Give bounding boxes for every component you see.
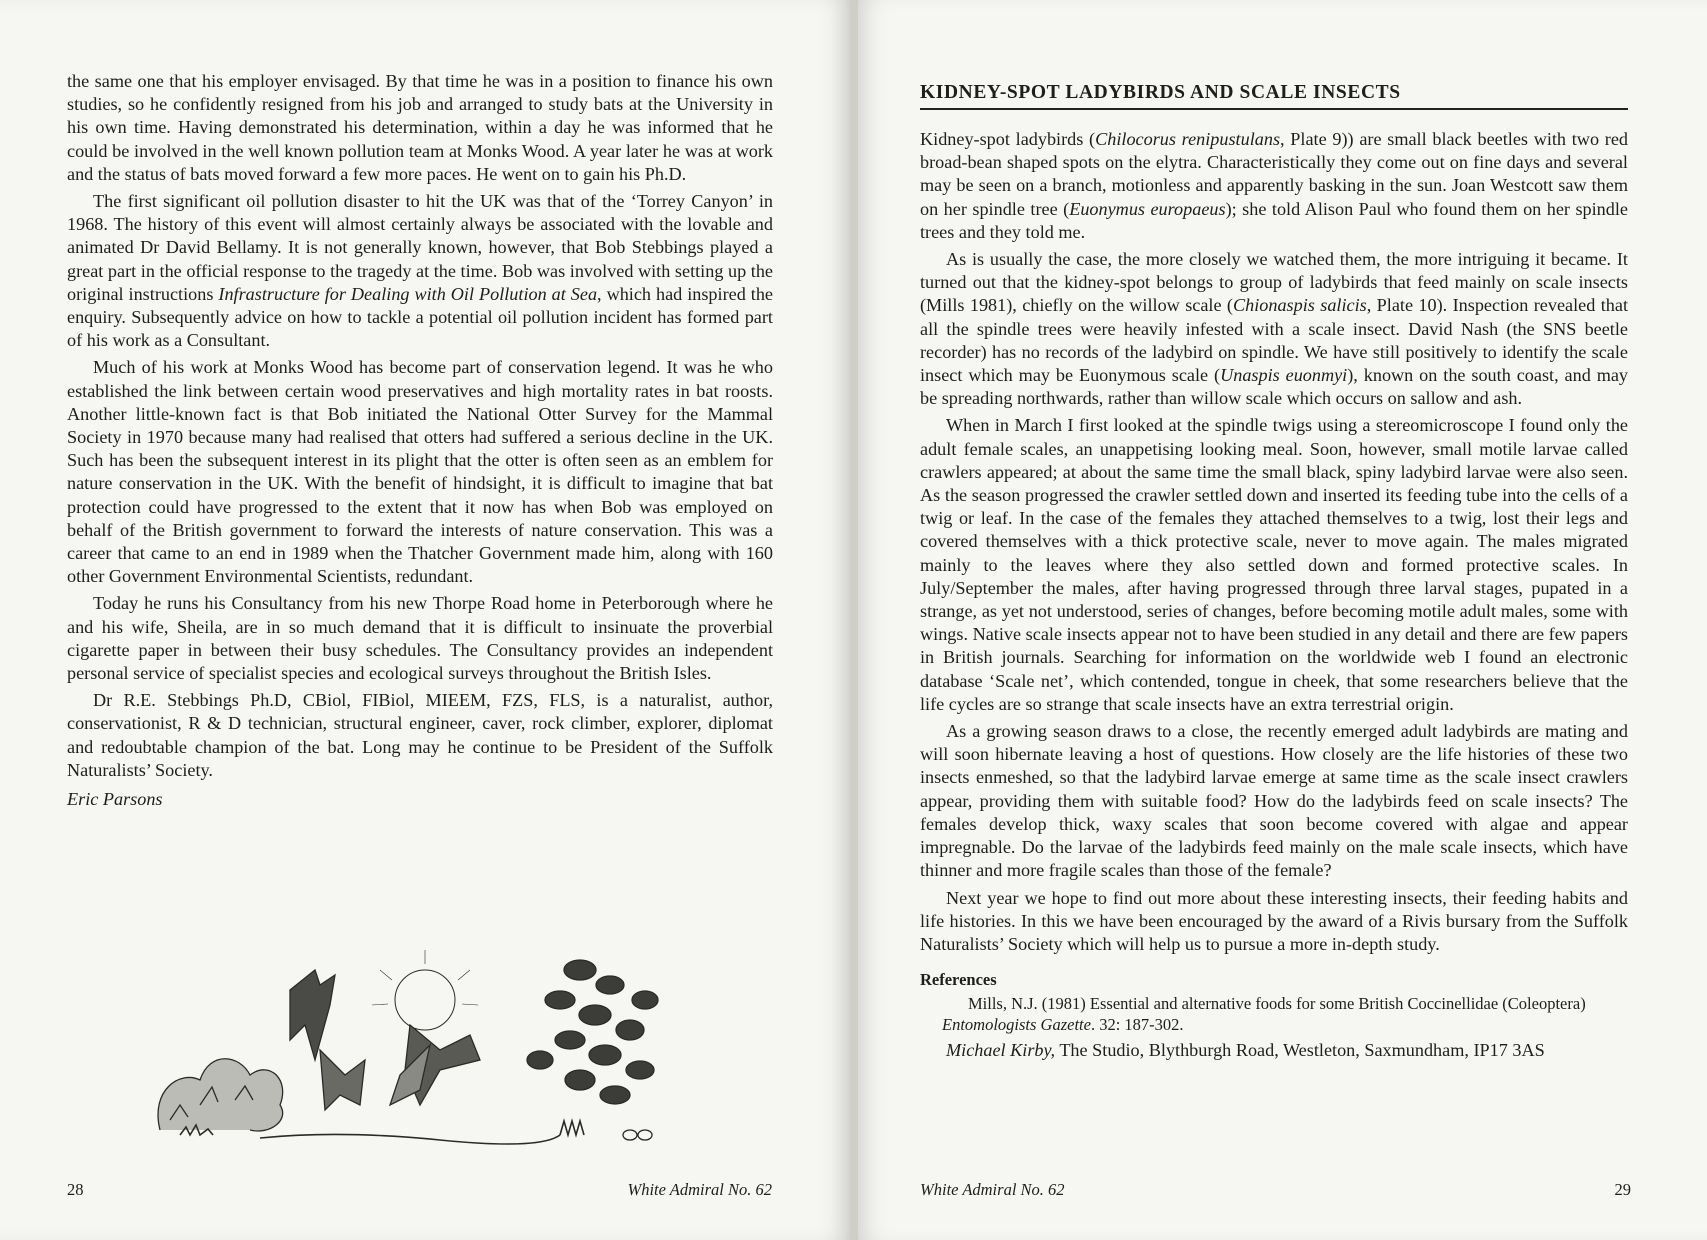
paragraph: Next year we hope to find out more about these interesting insects, their feeding habits and life histories. In this we have been encouraged by the award of a Rivis bursary from the Suffolk Naturalists’ Society which will help us to pursue a more in-depth study. [920,887,1628,954]
paragraph: The first significant oil pollution disaster to hit the UK was that of the ‘Torrey Canyon’ in 1968. The history of this event will almost certainly always be associated with the lovable and animated Dr David Bellamy. It is not generally known, however, that Bob Stebbings played a great part in the official response to the tragedy at the time. Bob was involved with setting up the original instructions Infrastructure for Dealing with Oil Pollution at Sea, which had inspired the enquiry. Subsequently advice on how to tackle a potential oil pollution incident has formed part of his work as a Consultant. [67,191,773,351]
paragraph: the same one that his employer envisaged. By that time he was in a position to finance his own studies, so he confidently resigned from his job and arranged to study bats at the University in his own time. Having demonstrated his determination, within a day he was informed that he could be involved in the well known pollution team at Monks Wood. A year later he was at work and the status of bats moved forward a few more paces. He went on to gain his Ph.D. [67,71,773,184]
left-page [0,0,850,1240]
reference-entry: Mills, N.J. (1981) Essential and alternative foods for some British Coccinellidae (Coleoptera) Entomologists Gazette. 32: 187-302. [942,994,1586,1035]
paragraph: Much of his work at Monks Wood has become part of conservation legend. It was he who established the link between certain wood preservatives and high mortality rates in bat roosts. Another little-known fact is that Bob initiated the National Otter Survey for the Mammal Society in 1970 because many had realised that otters had suffered a serious decline in the UK. Such has been the subsequent interest in its plight that the otter is often seen as an emblem for nature conservation in the UK. With the benefit of hindsight, it is difficult to imagine that bat protection could have progressed to the extent that it now has when Bob was employed on behalf of the British government to forward the interests of nature conservation. This was a career that came to an end in 1989 when the Thatcher Government made him, along with 160 other Government Environmental Scientists, redundant. [67,357,773,587]
publication-title: Infrastructure for Dealing with Oil Pollution at Sea [218,283,598,304]
species-name: Chilocorus renipustulans [1095,129,1281,149]
journal-title: Entomologists Gazette [942,1015,1091,1035]
right-page [858,0,1707,1240]
author-address: Michael Kirby, The Studio, Blythburgh Road, Westleton, Saxmundham, IP17 3AS [946,1040,1545,1061]
article-title: KIDNEY-SPOT LADYBIRDS AND SCALE INSECTS [920,82,1628,110]
paragraph: As is usually the case, the more closely we watched them, the more intriguing it became. It turned out that the kidney-spot belongs to group of ladybirds that feed mainly on scale insects (Mills 1981), chiefly on the willow scale (Chionaspis salicis, Plate 10). Inspection revealed that all the spindle trees were heavily infested with a scale insect. David Nash (the SNS beetle recorder) has no records of the ladybird on spindle. We have still positively to identify the scale insect which may be Euonymous scale (Unaspis euonmyi), known on the south coast, and may be spreading northwards, rather than willow scale which occurs on sallow and ash. [920,249,1629,409]
running-footer: White Admiral No. 62 [920,1180,1065,1199]
page-number: 29 [1614,1180,1631,1199]
paragraph: Today he runs his Consultancy from his new Thorpe Road home in Peterborough where he and his wife, Sheila, are in so much demand that it is difficult to insinuate the proverbial cigarette paper in between their busy schedules. The Consultancy provides an independent personal service of specialist species and ecological surveys throughout the British Isles. [67,593,773,684]
author-signature: Eric Parsons [67,789,163,810]
species-name: Chionaspis salicis [1233,295,1367,316]
right-article-body [920,128,1628,1067]
book-gutter [850,0,858,1240]
paragraph: As a growing season draws to a close, the recently emerged adult ladybirds are mating and will soon hibernate leaving a host of questions. How closely are the life histories of these two insects enmeshed, so that the ladybird larvae emerge at same time as the scale insect crawlers appear, providing them with suitable food? How do the ladybirds feed on scale insects? The females develop thick, waxy scales that soon become covered with algae and appear impregnable. Do the larvae of the ladybirds feed mainly on the male scale insects, which have thinner and more fragile scales than those of the female? [920,721,1628,881]
paragraph: Kidney-spot ladybirds (Chilocorus renipustulans, Plate 9)) are small black beetles with two red broad-bean shaped spots on the elytra. Characteristically they come out on fine days and several may be seen on a branch, motionless and apparently basking in the sun. Joan Westcott saw them on her spindle tree (Euonymus europaeus); she told Alison Paul who found them on her spindle trees and they told me. [920,129,1628,242]
author-name: Michael Kirby, [946,1040,1056,1061]
bats-illustration [140,930,720,1150]
running-footer: White Admiral No. 62 [627,1180,772,1199]
paragraph: Dr R.E. Stebbings Ph.D, CBiol, FIBiol, MIEEM, FZS, FLS, is a naturalist, author, conservationist, R & D technician, structural engineer, caver, rock climber, explorer, diplomat and redoubtable champion of the bat. Long may he continue to be President of the Suffolk Naturalists’ Society. [67,690,773,780]
references-heading: References [920,970,997,990]
species-name: Unaspis euonmyi [1220,365,1348,386]
left-article-body [67,70,773,815]
paragraph: When in March I first looked at the spindle twigs using a stereomicroscope I found only the adult female scales, an unappetising looking meal. Soon, however, small motile larvae called crawlers appeared; at about the same time the small black, spiny ladybird larvae were also seen. As the season progressed the crawler settled down and inserted its feeding tube into the cells of a twig or leaf. In the case of the females they attached themselves to a twig, lost their legs and covered themselves with a thick protective scale, never to move again. The males migrated mainly to the leaves where they also settled down and formed protective scales. In July/September the males, after having progressed through three larval stages, pupated in a strange, as yet not understood, series of changes, before becoming motile adult males, some with wings. Native scale insects appear not to have been studied in any detail and there are few papers in British journals. Searching for information on the worldwide web I found an electronic database ‘Scale net’, which contended, tongue in cheek, that some researchers believe that the life cycles are so strange that scale insects have an extra terrestrial origin. [920,415,1628,714]
page-number: 28 [67,1180,84,1199]
species-name: Euonymus europaeus [1069,198,1226,219]
